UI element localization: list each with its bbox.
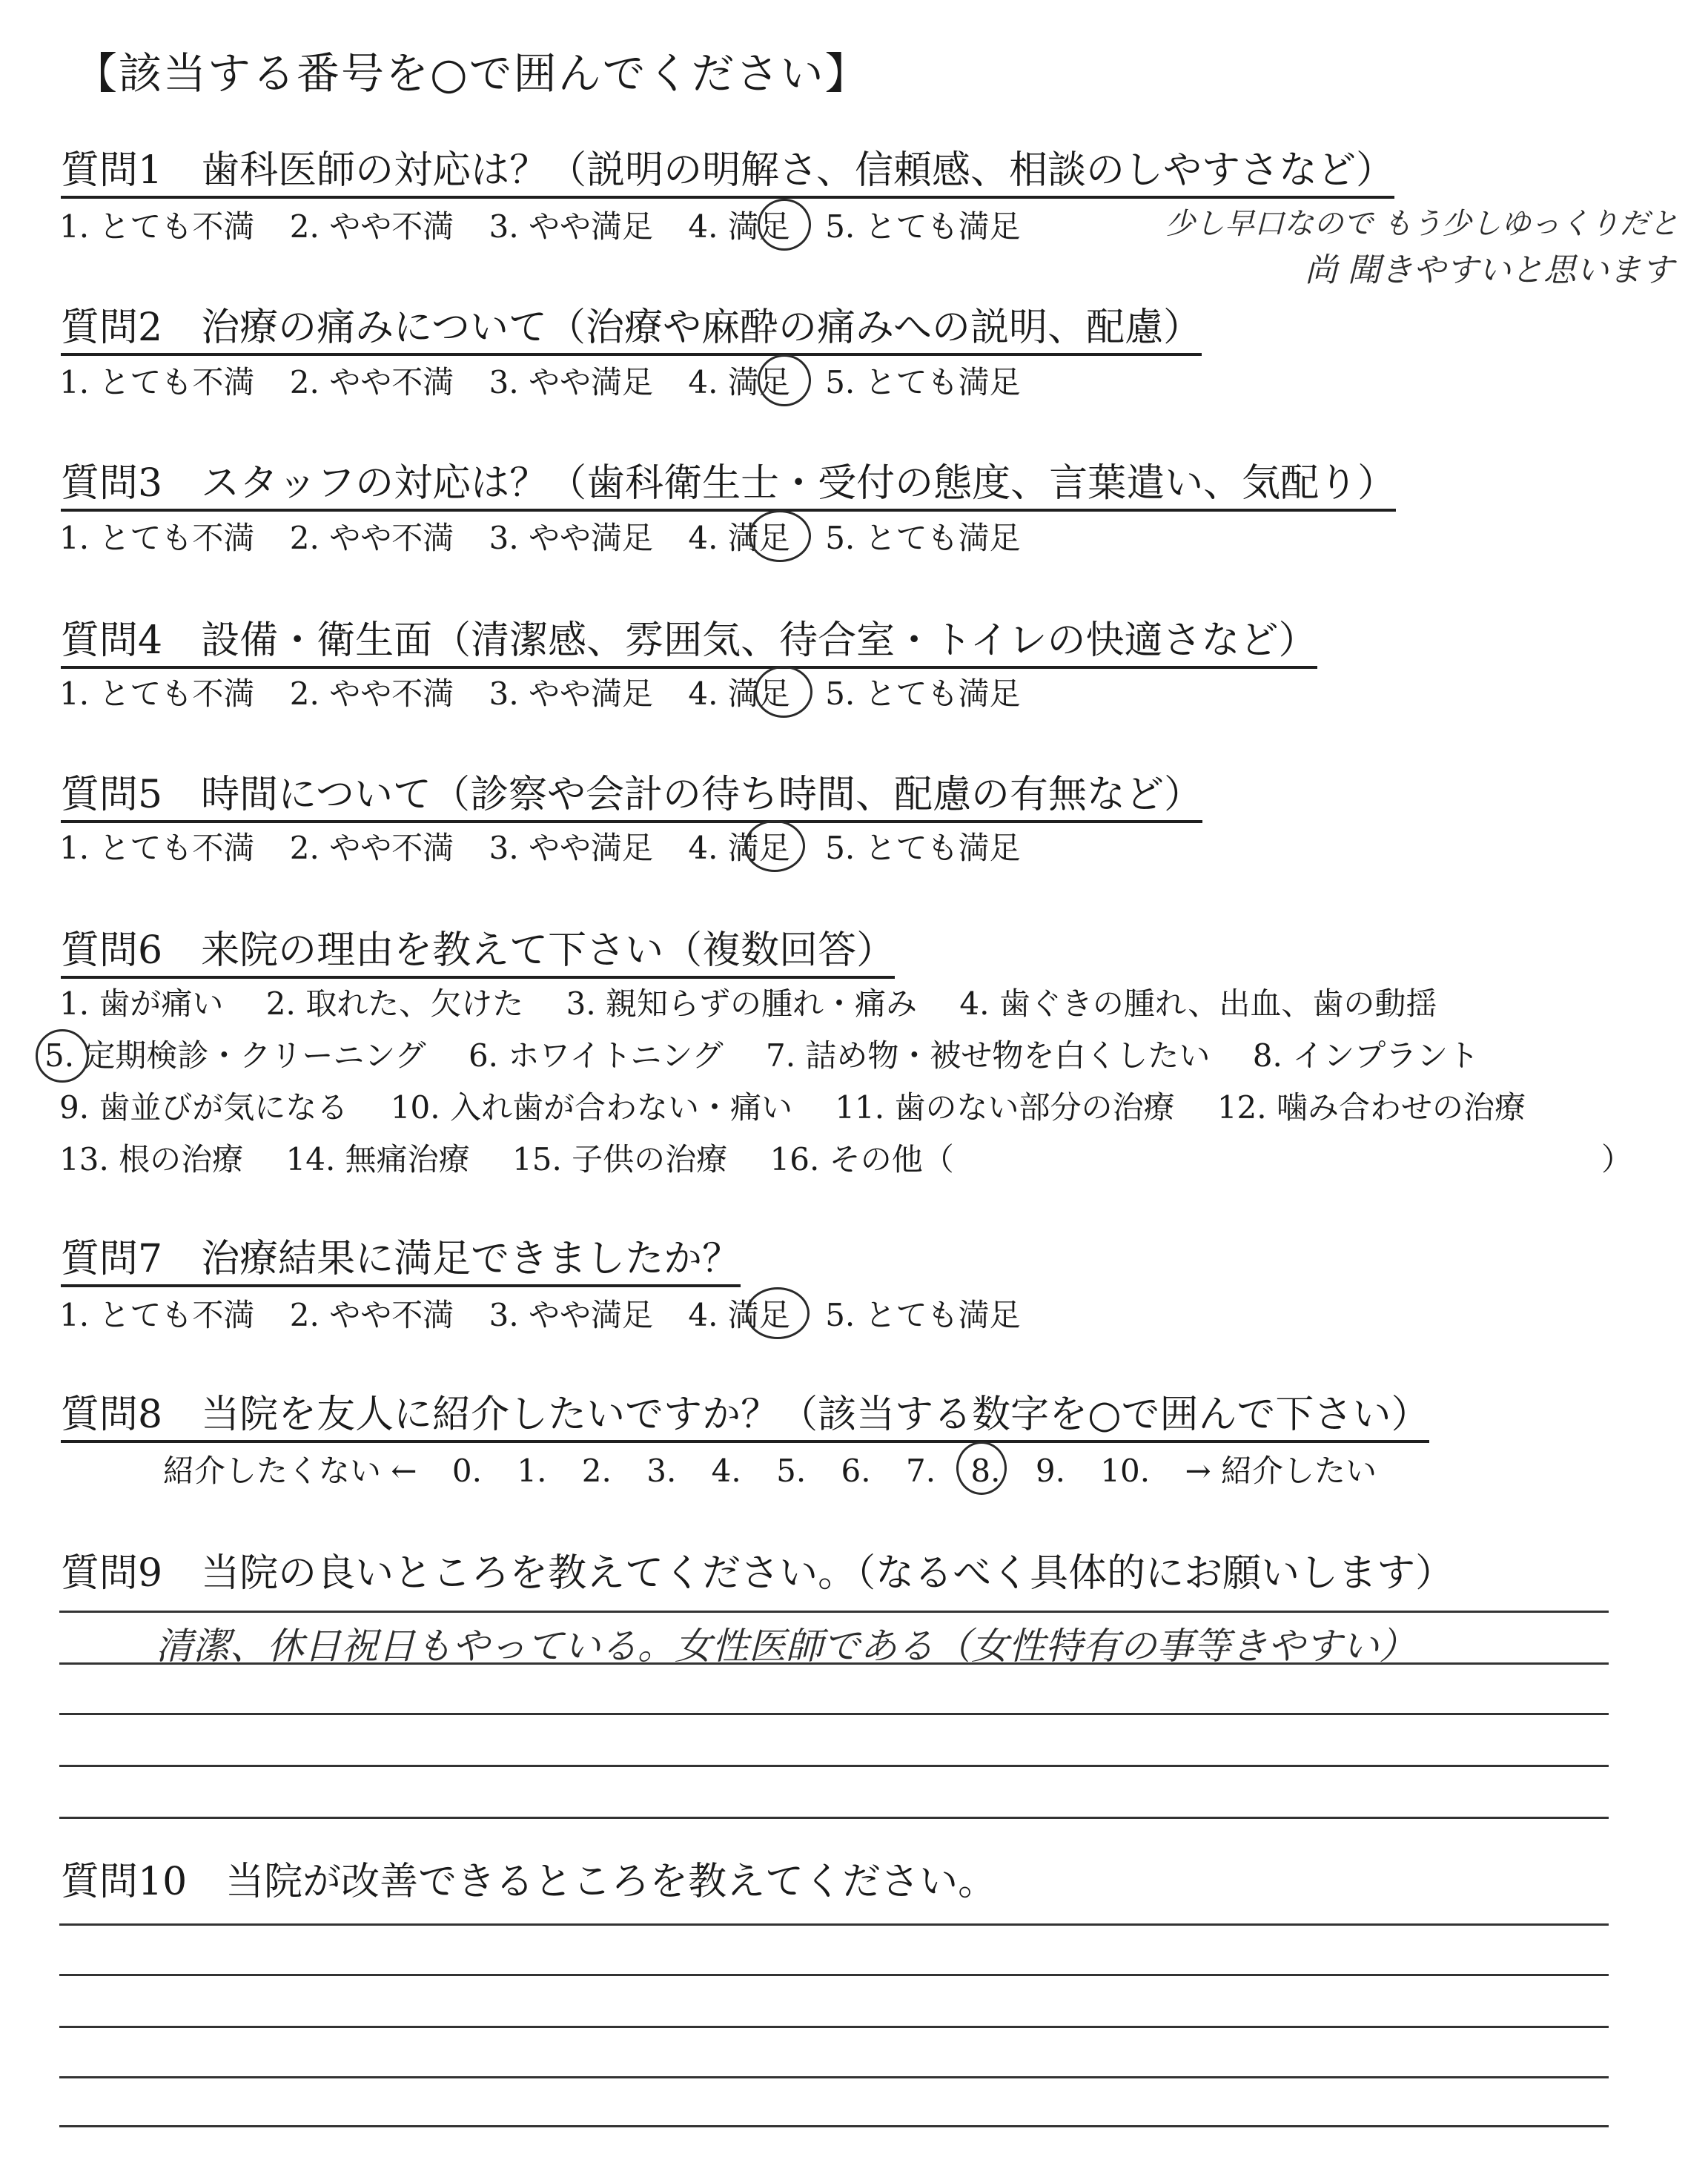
q6-option-6[interactable]: 6. ホワイトニング — [468, 1037, 724, 1074]
question-10-text: 質問10 当院が改善できるところを教えてください。 — [61, 1860, 997, 1904]
q4-option-5[interactable]: 5. とても満足 — [825, 676, 1021, 712]
q6-selection-circle — [36, 1029, 89, 1083]
q6-option-5[interactable]: 5. 定期検診・クリーニング — [44, 1037, 426, 1074]
q1-option-1[interactable]: 1. とても不満 — [59, 208, 255, 245]
q1-option-3[interactable]: 3. やや満足 — [489, 208, 654, 245]
q7-option-4[interactable]: 4. 満足 — [688, 1297, 790, 1333]
question-6-row-2 — [44, 1035, 1512, 1077]
q3-option-3[interactable]: 3. やや満足 — [489, 520, 654, 556]
question-3-label — [61, 460, 1396, 507]
q6-other-close-paren: ） — [1601, 1141, 1633, 1178]
q7-selection-circle — [746, 1287, 810, 1339]
q6-option-16[interactable]: 16. その他（ — [769, 1141, 954, 1178]
question-3-options — [59, 518, 1046, 559]
q3-option-4[interactable]: 4. 満足 — [688, 520, 790, 556]
q6-option-13[interactable]: 13. 根の治療 — [59, 1141, 244, 1178]
q5-option-4[interactable]: 4. 満足 — [688, 830, 790, 866]
question-3-text: 質問3 スタッフの対応は？（歯科衛生士・受付の態度、言葉遣い、気配り） — [61, 461, 1396, 512]
question-2-options — [59, 362, 1046, 403]
question-6-label — [61, 927, 895, 974]
question-1-label — [61, 147, 1394, 194]
question-7-label — [61, 1235, 741, 1283]
q6-option-4[interactable]: 4. 歯ぐきの腫れ、出血、歯の動揺 — [959, 985, 1437, 1022]
q10-answer-line-3 — [59, 2026, 1609, 2028]
q7-option-3[interactable]: 3. やや満足 — [489, 1297, 654, 1333]
q6-option-8[interactable]: 8. インプラント — [1252, 1037, 1480, 1074]
q8-right-label: → 紹介したい — [1185, 1453, 1377, 1489]
q6-option-7[interactable]: 7. 詰め物・被せ物を白くしたい — [765, 1037, 1211, 1074]
q6-option-1[interactable]: 1. 歯が痛い — [59, 985, 224, 1022]
q3-option-5[interactable]: 5. とても満足 — [825, 520, 1021, 556]
question-6-row-4 — [59, 1139, 987, 1180]
question-6-row-3 — [59, 1087, 1558, 1129]
q6-option-2[interactable]: 2. 取れた、欠けた — [265, 985, 524, 1022]
q6-option-10[interactable]: 10. 入れ歯が合わない・痛い — [390, 1089, 792, 1126]
q5-option-1[interactable]: 1. とても不満 — [59, 830, 255, 866]
question-4-label — [61, 617, 1317, 664]
q8-number-10[interactable]: 10. — [1100, 1453, 1151, 1489]
q9-answer-line-2 — [59, 1662, 1609, 1665]
q3-option-1[interactable]: 1. とても不満 — [59, 520, 255, 556]
q7-option-5[interactable]: 5. とても満足 — [825, 1297, 1021, 1333]
question-9-label — [61, 1550, 1454, 1597]
q5-option-3[interactable]: 3. やや満足 — [489, 830, 654, 866]
question-5-text: 質問5 時間について（診察や会計の待ち時間、配慮の有無など） — [61, 773, 1202, 823]
q2-option-4[interactable]: 4. 満足 — [688, 364, 790, 400]
q8-number-4[interactable]: 4. — [711, 1453, 741, 1489]
q7-option-1[interactable]: 1. とても不満 — [59, 1297, 255, 1333]
question-1-options — [59, 206, 1046, 248]
question-2-text: 質問2 治療の痛みについて（治療や麻酔の痛みへの説明、配慮） — [61, 305, 1202, 356]
question-6-row-1 — [59, 983, 1469, 1025]
q1-handwritten-comment-2: 尚 聞きやすいと思います — [1305, 251, 1674, 289]
q8-number-5[interactable]: 5. — [776, 1453, 807, 1489]
question-10-label — [61, 1858, 996, 1906]
q2-option-2[interactable]: 2. やや不満 — [289, 364, 454, 400]
q5-option-5[interactable]: 5. とても満足 — [825, 830, 1021, 866]
q4-option-4[interactable]: 4. 満足 — [688, 676, 790, 712]
q10-answer-line-5 — [59, 2125, 1609, 2127]
q2-selection-circle — [758, 354, 811, 406]
question-8-scale — [163, 1450, 1402, 1492]
question-6-text: 質問6 来院の理由を教えて下さい（複数回答） — [61, 928, 895, 979]
q8-number-0[interactable]: 0. — [451, 1453, 482, 1489]
q4-selection-circle — [755, 666, 812, 718]
question-4-text: 質問4 設備・衛生面（清潔感、雰囲気、待合室・トイレの快適さなど） — [61, 618, 1317, 669]
q2-option-5[interactable]: 5. とても満足 — [825, 364, 1021, 400]
question-7-options — [59, 1295, 1046, 1336]
q9-answer-line-3 — [59, 1713, 1609, 1715]
q4-option-1[interactable]: 1. とても不満 — [59, 676, 255, 712]
q9-handwritten-answer: 清潔、休日祝日もやっている。女性医師である（女性特有の事等きやすい） — [156, 1625, 1416, 1668]
q10-answer-line-2 — [59, 1974, 1609, 1976]
q5-option-2[interactable]: 2. やや不満 — [289, 830, 454, 866]
question-7-text: 質問7 治療結果に満足できましたか？ — [61, 1237, 741, 1287]
q8-number-8[interactable]: 8. — [970, 1453, 1001, 1489]
q8-number-6[interactable]: 6. — [841, 1453, 871, 1489]
question-5-options — [59, 828, 1046, 869]
q8-number-2[interactable]: 2. — [581, 1453, 612, 1489]
q1-handwritten-comment-1: 少し早口なので もう少しゆっくりだと — [1165, 207, 1679, 241]
q8-number-7[interactable]: 7. — [905, 1453, 936, 1489]
q1-option-2[interactable]: 2. やや不満 — [289, 208, 454, 245]
q9-answer-line-1 — [59, 1611, 1609, 1613]
q1-option-4[interactable]: 4. 満足 — [688, 208, 790, 245]
question-8-label — [61, 1391, 1429, 1439]
question-8-text: 質問8 当院を友人に紹介したいですか？（該当する数字を○で囲んで下さい） — [61, 1393, 1429, 1443]
q3-option-2[interactable]: 2. やや不満 — [289, 520, 454, 556]
q4-option-2[interactable]: 2. やや不満 — [289, 676, 454, 712]
q6-option-15[interactable]: 15. 子供の治療 — [512, 1141, 728, 1178]
q9-answer-line-4 — [59, 1765, 1609, 1767]
question-4-options — [59, 673, 1046, 715]
q8-number-1[interactable]: 1. — [517, 1453, 547, 1489]
q1-option-5[interactable]: 5. とても満足 — [825, 208, 1021, 245]
q8-number-3[interactable]: 3. — [646, 1453, 677, 1489]
q6-option-12[interactable]: 12. 噛み合わせの治療 — [1217, 1089, 1526, 1126]
q9-answer-line-5 — [59, 1817, 1609, 1819]
q3-selection-circle — [749, 510, 811, 562]
q8-left-label: 紹介したくない ← — [163, 1453, 417, 1489]
question-9-text: 質問9 当院の良いところを教えてください。（なるべく具体的にお願いします） — [61, 1551, 1454, 1596]
q10-answer-line-4 — [59, 2076, 1609, 2078]
q8-selection-circle — [956, 1441, 1007, 1495]
q10-answer-line-1 — [59, 1923, 1609, 1926]
q2-option-3[interactable]: 3. やや満足 — [489, 364, 654, 400]
question-1-text: 質問1 歯科医師の対応は？（説明の明解さ、信頼感、相談のしやすさなど） — [61, 148, 1394, 199]
q7-option-2[interactable]: 2. やや不満 — [289, 1297, 454, 1333]
q6-option-3[interactable]: 3. 親知らずの腫れ・痛み — [566, 985, 918, 1022]
q8-number-9[interactable]: 9. — [1035, 1453, 1065, 1489]
q4-option-3[interactable]: 3. やや満足 — [489, 676, 654, 712]
q1-selection-circle — [758, 199, 811, 251]
question-5-label — [61, 771, 1202, 819]
q6-option-14[interactable]: 14. 無痛治療 — [285, 1141, 470, 1178]
q2-option-1[interactable]: 1. とても不満 — [59, 364, 255, 400]
q6-option-11[interactable]: 11. 歯のない部分の治療 — [835, 1089, 1175, 1126]
q6-option-9[interactable]: 9. 歯並びが気になる — [59, 1089, 348, 1126]
page-title: 【該当する番号を○で囲んでください】 — [74, 48, 870, 99]
question-2-label — [61, 304, 1202, 351]
q5-selection-circle — [744, 820, 805, 872]
